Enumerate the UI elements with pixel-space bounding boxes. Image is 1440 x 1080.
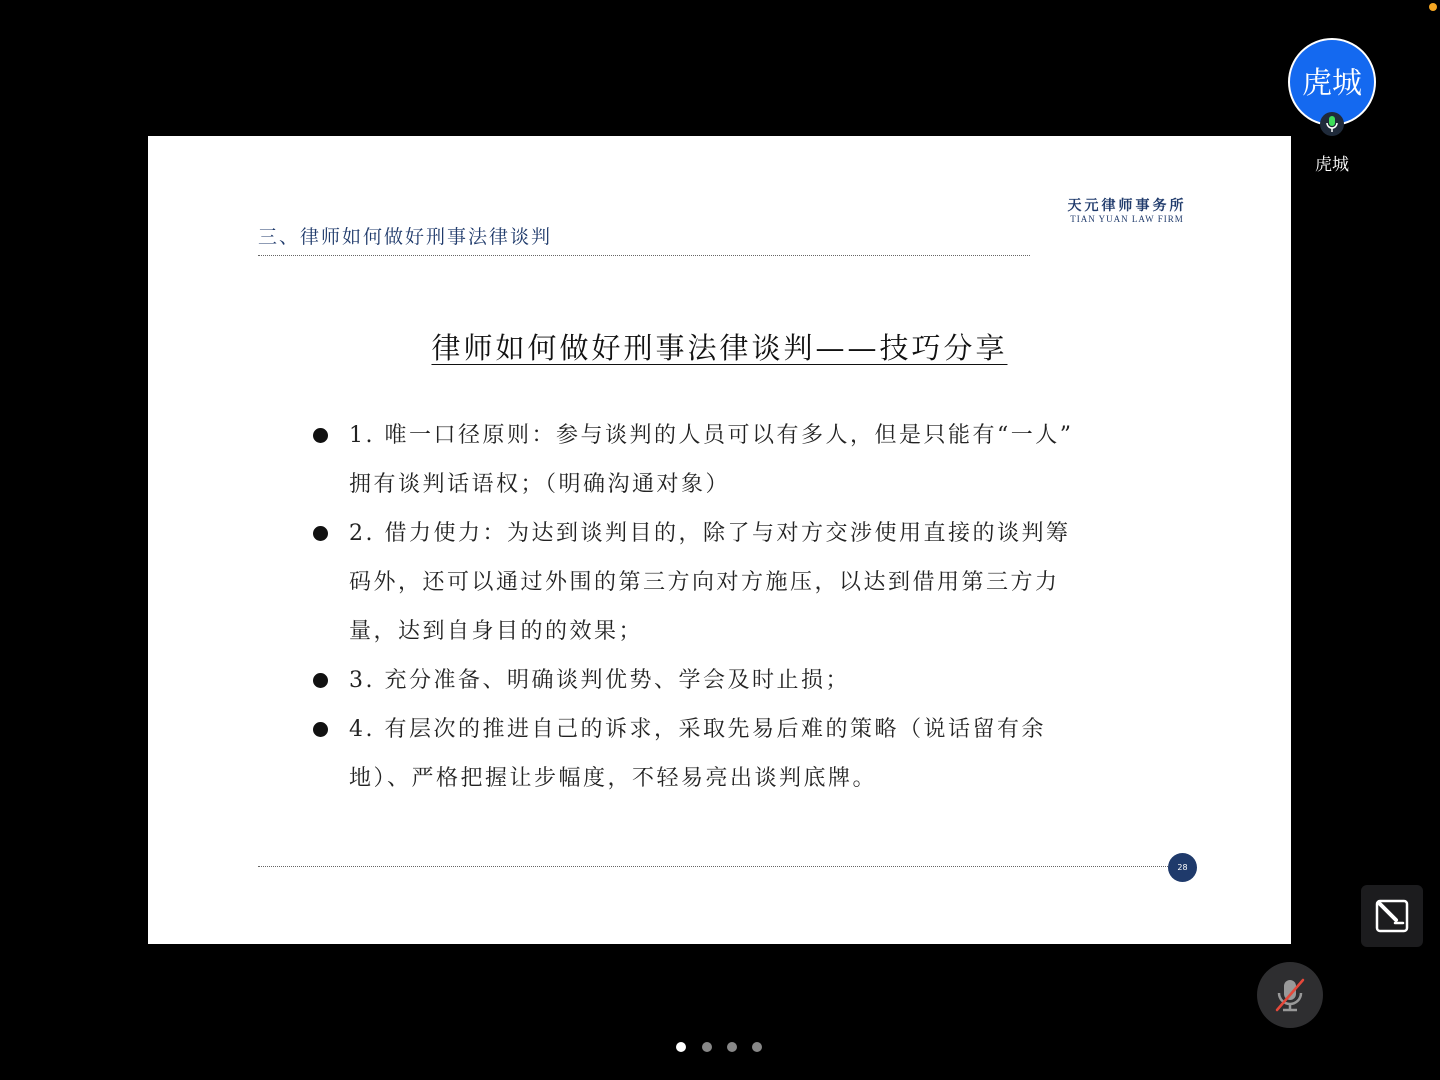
page-dot[interactable] — [727, 1042, 737, 1052]
footer-divider — [258, 866, 1168, 867]
slide-page-number: 28 — [1168, 853, 1197, 882]
participant-avatar[interactable]: 虎城 — [1288, 38, 1376, 126]
slide-title — [148, 326, 1291, 367]
bullet-line: 3. 充分准备、明确谈判优势、学会及时止损； — [349, 668, 850, 693]
annotate-icon — [1361, 885, 1423, 947]
bullet-item — [313, 509, 1158, 656]
bullet-list — [313, 411, 1158, 803]
participant-name: 虎城 — [1315, 155, 1349, 175]
page-dot[interactable] — [752, 1042, 762, 1052]
logo-chinese-text: 天元律师事务所 — [1067, 198, 1187, 214]
bullet-line: 2. 借力使力：为达到谈判目的，除了与对方交涉使用直接的谈判筹 — [349, 521, 1071, 546]
annotate-button[interactable] — [1361, 885, 1423, 947]
page-dot[interactable] — [702, 1042, 712, 1052]
slide-title-text: 律师如何做好刑事法律谈判——技巧分享 — [431, 331, 1008, 365]
bullet-line: 量，达到自身目的的效果； — [349, 619, 644, 644]
bullet-item — [313, 656, 1158, 705]
mic-active-icon — [1320, 112, 1344, 136]
bullet-dot-icon — [313, 526, 328, 541]
bullet-item — [313, 705, 1158, 803]
bullet-dot-icon — [313, 673, 328, 688]
status-indicator-dot — [1429, 3, 1437, 11]
logo-english-text: TIAN YUAN LAW FIRM — [1070, 214, 1184, 224]
bullet-item — [313, 411, 1158, 509]
shared-slide — [148, 136, 1291, 944]
page-indicator — [672, 1040, 772, 1054]
law-firm-logo — [1058, 198, 1196, 224]
header-divider — [258, 255, 1030, 256]
bullet-line: 码外，还可以通过外围的第三方向对方施压，以达到借用第三方力 — [349, 570, 1060, 595]
bullet-line: 1. 唯一口径原则：参与谈判的人员可以有多人，但是只能有“一人” — [349, 423, 1074, 448]
page-dot-active[interactable] — [676, 1042, 686, 1052]
section-header: 三、律师如何做好刑事法律谈判 — [258, 226, 553, 248]
microphone-toggle-button[interactable] — [1257, 962, 1323, 1028]
bullet-line: 4. 有层次的推进自己的诉求，采取先易后难的策略（说话留有余 — [349, 717, 1046, 742]
bullet-line: 拥有谈判话语权；（明确沟通对象） — [349, 472, 731, 497]
bullet-dot-icon — [313, 722, 328, 737]
mic-muted-icon — [1257, 962, 1323, 1028]
bullet-line: 地）、严格把握让步幅度，不轻易亮出谈判底牌。 — [349, 766, 878, 791]
bullet-dot-icon — [313, 428, 328, 443]
